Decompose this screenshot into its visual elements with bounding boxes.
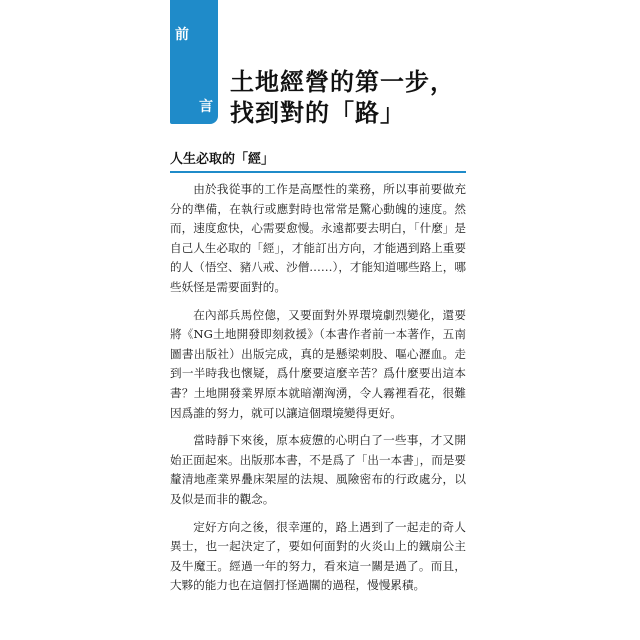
chapter-tab (170, 0, 218, 124)
chapter-title-line-1: 土地經營的第一步， (230, 67, 455, 96)
paragraph-3: 當時靜下來後，原本疲憊的心明白了一些事，才又開始正面起來。出版那本書，不是爲了「出一本書」，而是要釐清地產業界疊床架屋的法規、風險密布的行政處分，以及似是而非的觀念。 (170, 433, 466, 506)
section-header (170, 148, 466, 173)
chapter-title (230, 66, 455, 128)
paragraph-4: 定好方向之後，很幸運的，路上遇到了一起走的奇人異士，也一起決定了，要如何面對的火炎山上的鐵扇公主及牛魔王。經過一年的努力，看來這一關是過了。而且，大夥的能力也在這個打怪過關的過程，慢慢累積。 (170, 519, 466, 593)
paragraph-1: 由於我從事的工作是高壓性的業務，所以事前要做充分的準備，在執行或應對時也常常是驚心動魄的速度。然而，速度愈快，心需要愈慢。永遠都要去明白，「什麼」是自己人生必取的「經」，才能訂出方向，才能遇到路上重要的人（悟空、豬八戒、沙僧……），才能知道哪些路上，哪些妖怪是需要面對的。 (170, 182, 466, 294)
tab-char-bottom: 言 (199, 99, 213, 115)
paragraph-2: 在內部兵馬倥傯，又要面對外界環境劇烈變化，還要將《NG土地開發即刻救援》（本書作者前一本著作，五南圖書出版社）出版完成，真的是懸梁刺股、嘔心瀝血。走到一半時我也懷疑，爲什麼要這麼辛苦？爲什麼要出這本書？土地開發業界原本就暗潮洶湧，令人霧裡看花，很難因爲誰的努力，就可以讓這個環境變得更好。 (170, 307, 466, 420)
section-heading: 人生必取的「經」 (170, 148, 466, 173)
chapter-title-line-2: 找到對的「路」 (230, 98, 405, 127)
tab-char-top: 前 (175, 27, 189, 43)
body-text (170, 180, 466, 604)
